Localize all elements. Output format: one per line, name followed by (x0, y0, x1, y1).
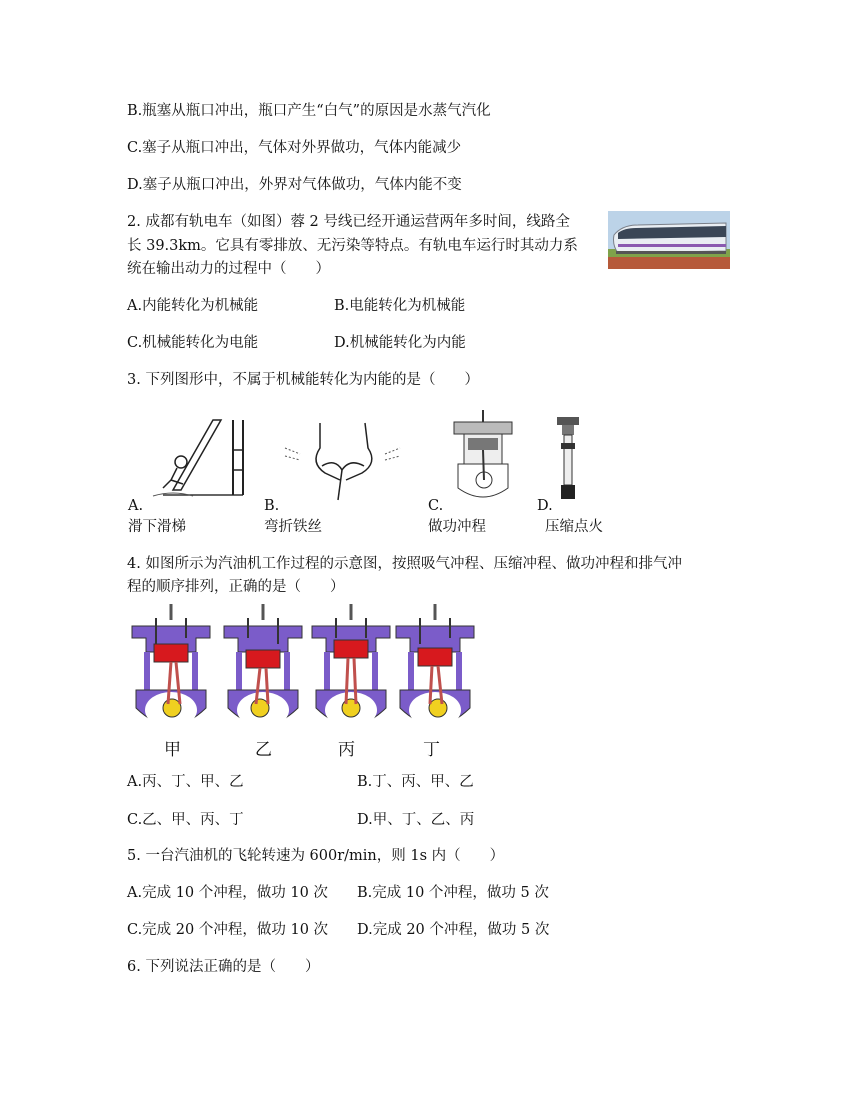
q4-option-a: A.丙、丁、甲、乙 (127, 774, 244, 790)
q4-stem-line1: 4. 如图所示为汽油机工作过程的示意图，按照吸气冲程、压缩冲程、做功冲程和排气冲 (127, 556, 682, 572)
engine-label-jia: 甲 (164, 740, 181, 760)
bend-wire-figure (280, 418, 405, 503)
q3-caption-d: 压缩点火 (545, 519, 603, 535)
q1-option-b: B.瓶塞从瓶口冲出，瓶口产生“白气”的原因是水蒸气汽化 (127, 103, 491, 119)
q2-stem-line2: 长 39.3km。它具有零排放、无污染等特点。有轨电车运行时其动力系 (127, 238, 578, 254)
q3-letter-a: A. (128, 498, 144, 514)
q4-option-b: B.丁、丙、甲、乙 (357, 774, 474, 790)
q3-caption-a: 滑下滑梯 (128, 519, 186, 535)
engine-label-ding: 丁 (423, 740, 440, 760)
q5-option-d: D.完成 20 个冲程，做功 5 次 (357, 922, 550, 938)
engine-diagram-bing (310, 604, 392, 734)
q3-caption-b: 弯折铁丝 (264, 519, 322, 535)
q5-stem: 5. 一台汽油机的飞轮转速为 600r/min，则 1s 内（ ） (127, 848, 505, 864)
engine-diagram-ding (394, 604, 476, 734)
q1-option-d: D.塞子从瓶口冲出，外界对气体做功，气体内能不变 (127, 177, 462, 193)
q4-option-c: C.乙、甲、丙、丁 (127, 812, 244, 828)
engine-label-bing: 丙 (338, 740, 355, 760)
q2-stem-line3: 统在输出动力的过程中（ ） (127, 261, 330, 277)
q2-option-a: A.内能转化为机械能 (127, 298, 259, 314)
q3-letter-c: C. (428, 498, 444, 514)
q2-option-b: B.电能转化为机械能 (334, 298, 466, 314)
q5-option-a: A.完成 10 个冲程，做功 10 次 (127, 885, 328, 901)
power-stroke-figure (448, 408, 518, 503)
engine-label-yi: 乙 (255, 740, 272, 760)
q3-letter-b: B. (264, 498, 280, 514)
q5-option-b: B.完成 10 个冲程，做功 5 次 (357, 885, 549, 901)
tram-photo (608, 211, 730, 269)
compression-ignition-figure (553, 413, 583, 503)
q2-stem-line1: 2. 成都有轨电车（如图）蓉 2 号线已经开通运营两年多时间，线路全 (127, 214, 570, 230)
q4-option-d: D.甲、丁、乙、丙 (357, 812, 475, 828)
q5-option-c: C.完成 20 个冲程，做功 10 次 (127, 922, 329, 938)
q6-stem: 6. 下列说法正确的是（ ） (127, 959, 320, 975)
slide-figure (143, 410, 253, 500)
q1-option-c: C.塞子从瓶口冲出，气体对外界做功，气体内能减少 (127, 140, 462, 156)
q3-letter-d: D. (537, 498, 553, 514)
engine-diagram-jia (130, 604, 212, 734)
q4-stem-line2: 程的顺序排列，正确的是（ ） (127, 579, 345, 595)
q3-caption-c: 做功冲程 (428, 519, 486, 535)
engine-diagram-yi (222, 604, 304, 734)
q3-stem: 3. 下列图形中，不属于机械能转化为内能的是（ ） (127, 372, 479, 388)
q2-option-c: C.机械能转化为电能 (127, 335, 259, 351)
q2-option-d: D.机械能转化为内能 (334, 335, 466, 351)
